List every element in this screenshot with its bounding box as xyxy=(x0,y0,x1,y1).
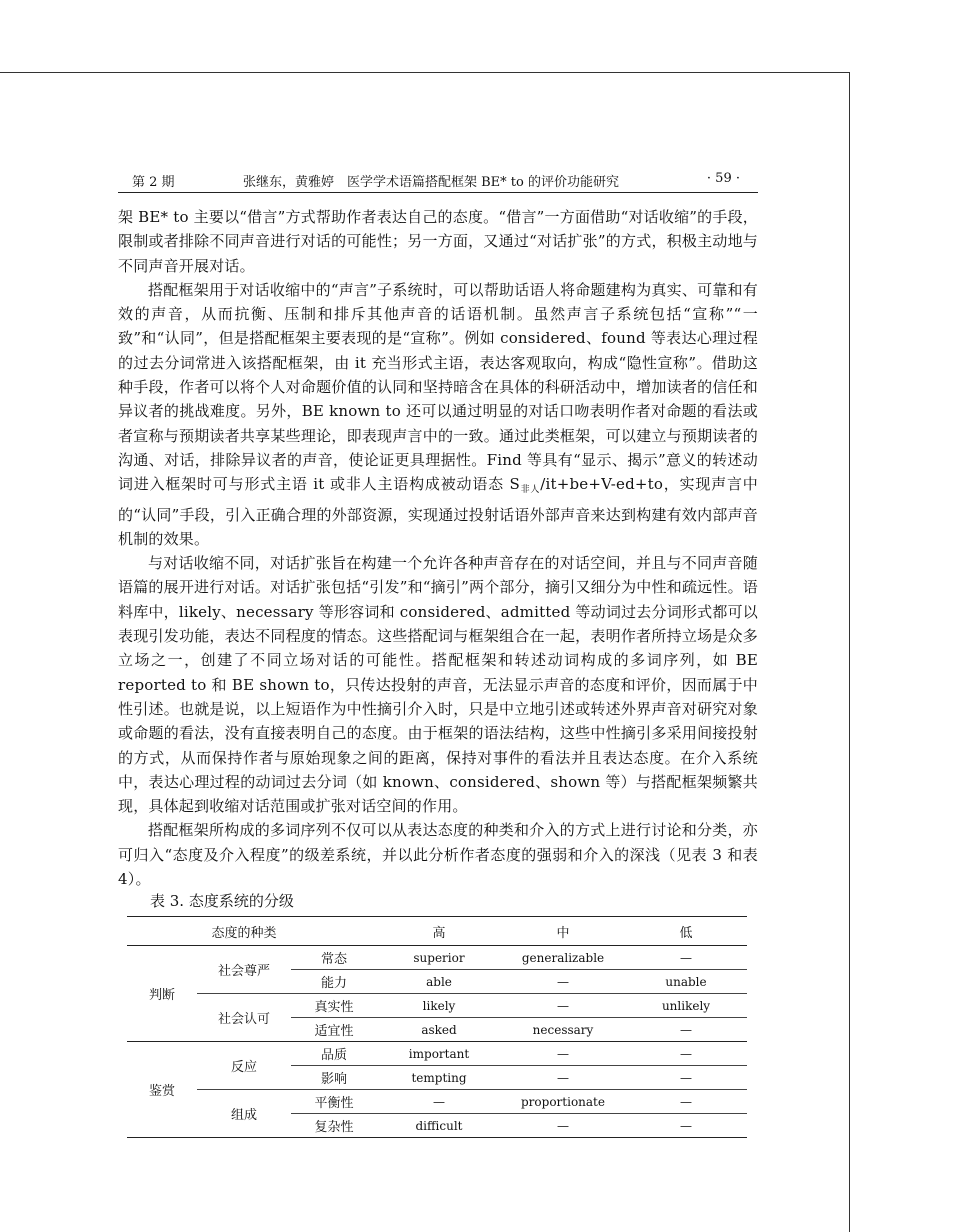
table-row xyxy=(127,994,747,1018)
header-cell: 态度的种类 xyxy=(211,925,277,941)
table-row xyxy=(127,946,747,970)
value-high: superior xyxy=(377,946,501,970)
dimension-cell: 平衡性 xyxy=(291,1090,377,1114)
value-low: — xyxy=(625,1090,747,1114)
value-high: able xyxy=(377,970,501,994)
value-mid: proportionate xyxy=(501,1090,625,1114)
paragraph-2-tail: /it+be+V-ed+to，实现声言中的“认同”手段，引入正确合理的外部资源，实现通过投射话语外部声音来达到构建有效内部声音机制的效果。 xyxy=(118,475,758,548)
dimension-cell: 能力 xyxy=(291,970,377,994)
value-high: important xyxy=(377,1042,501,1066)
paragraph-2 xyxy=(118,278,758,551)
value-high: asked xyxy=(377,1018,501,1042)
table-row xyxy=(127,1042,747,1066)
table-caption: 表 3. 态度系统的分级 xyxy=(150,892,294,910)
dimension-cell: 真实性 xyxy=(291,994,377,1018)
value-mid: — xyxy=(501,970,625,994)
value-mid: — xyxy=(501,1066,625,1090)
header-cell: 中 xyxy=(556,925,570,941)
value-low: — xyxy=(625,1114,747,1138)
paragraph-1: 架 BE* to 主要以“借言”方式帮助作者表达自己的态度。“借言”一方面借助“对话收缩”的手段，限制或者排除不同声音进行对话的可能性；另一方面，又通过“对话扩张”的方式，积极主动地与不同声音开展对话。 xyxy=(118,208,758,275)
value-mid: — xyxy=(501,994,625,1018)
value-low: — xyxy=(625,1066,747,1090)
value-mid: — xyxy=(501,1114,625,1138)
value-high: difficult xyxy=(377,1114,501,1138)
dimension-cell: 品质 xyxy=(291,1042,377,1066)
dimension-cell: 复杂性 xyxy=(291,1114,377,1138)
subcategory-cell: 社会认可 xyxy=(197,994,291,1042)
value-high: likely xyxy=(377,994,501,1018)
header-cell: 高 xyxy=(432,925,446,941)
subscript-label: 非人 xyxy=(519,485,541,496)
value-mid: generalizable xyxy=(501,946,625,970)
category-cell: 判断 xyxy=(127,946,197,1042)
subcategory-cell: 反应 xyxy=(197,1042,291,1090)
header-cell xyxy=(291,917,377,946)
paragraph-4: 搭配框架所构成的多词序列不仅可以从表达态度的种类和介入的方式上进行讨论和分类，亦可归入“态度及介入程度”的级差系统，并以此分析作者态度的强弱和介入的深浅（见表 3 和表 4）。 xyxy=(118,821,758,889)
body-text xyxy=(118,205,758,891)
value-mid: — xyxy=(501,1042,625,1066)
paragraph-3: 与对话收缩不同，对话扩张旨在构建一个允许各种声音存在的对话空间，并且与不同声音随语篇的展开进行对话。对话扩张包括“引发”和“摘引”两个部分，摘引又细分为中性和疏远性。语料库中，likely、necessary 等形容词和 considered、admitted 等动词过去分词形式都可以表现引发功能，表达不同程度的情态。这些搭配词与框架组合在一起，表明作者所持立场是众多立场之一，创建了不同立场对话的可能性。搭配框架和转述动词构成的多词序列，如 BE reported to 和 BE shown to，只传达投射的声音，无法显示声音的态度和评价，因而属于中性引述。也就是说，以上短语作为中性摘引介入时，只是中立地引述或转述外界声音对研究对象或命题的看法，没有直接表明自己的态度。由于框架的语法结构，这些中性摘引多采用间接投射的方式，从而保持作者与原始现象之间的距离，保持对事件的看法并且表达态度。在介入系统中，表达心理过程的动词过去分词（如 known、considered、shown 等）与搭配框架频繁共现，具体起到收缩对话范围或扩张对话空间的作用。 xyxy=(118,554,758,816)
value-low: unable xyxy=(625,970,747,994)
article-title: 张继东，黄雅婷 医学学术语篇搭配框架 BE* to 的评价功能研究 xyxy=(243,175,619,190)
issue-number: 第 2 期 xyxy=(132,175,175,190)
header-cell: 低 xyxy=(679,925,693,941)
dimension-cell: 常态 xyxy=(291,946,377,970)
header-cell xyxy=(127,917,197,946)
table-header-row xyxy=(127,917,747,946)
value-low: — xyxy=(625,1042,747,1066)
dimension-cell: 影响 xyxy=(291,1066,377,1090)
category-cell: 鉴赏 xyxy=(127,1042,197,1138)
value-low: — xyxy=(625,1018,747,1042)
paragraph-2-main: 搭配框架用于对话收缩中的“声言”子系统时，可以帮助话语人将命题建构为真实、可靠和有效的声音，从而抗衡、压制和排斥其他声音的话语机制。虽然声言子系统包括“宣称”“一致”和“认同”，但是搭配框架主要表现的是“宣称”。例如 considered、found 等表达心理过程的过去分词常进入该搭配框架，由 it 充当形式主语，表达客观取向，构成“隐性宣称”。借助这种手段，作者可以将个人对命题价值的认同和坚持暗含在具体的科研活动中，增加读者的信任和异议者的挑战难度。另外，BE known to 还可以通过明显的对话口吻表明作者对命题的看法或者宣称与预期读者共享某些理论，即表现声言中的一致。通过此类框架，可以建立与预期读者的沟通、对话，排除异议者的声音，使论证更具理据性。Find 等具有“显示、揭示”意义的转述动词进入框架时可与形式主语 it 或非人主语构成被动语态 S xyxy=(118,280,758,494)
table-row xyxy=(127,1090,747,1114)
page-number: · 59 · xyxy=(706,171,740,186)
subcategory-cell: 组成 xyxy=(197,1090,291,1138)
running-header xyxy=(118,166,758,193)
subcategory-cell: 社会尊严 xyxy=(197,946,291,994)
value-mid: necessary xyxy=(501,1018,625,1042)
dimension-cell: 适宜性 xyxy=(291,1018,377,1042)
value-low: — xyxy=(625,946,747,970)
value-high: tempting xyxy=(377,1066,501,1090)
attitude-table xyxy=(127,916,747,1138)
value-high: — xyxy=(377,1090,501,1114)
value-low: unlikely xyxy=(625,994,747,1018)
